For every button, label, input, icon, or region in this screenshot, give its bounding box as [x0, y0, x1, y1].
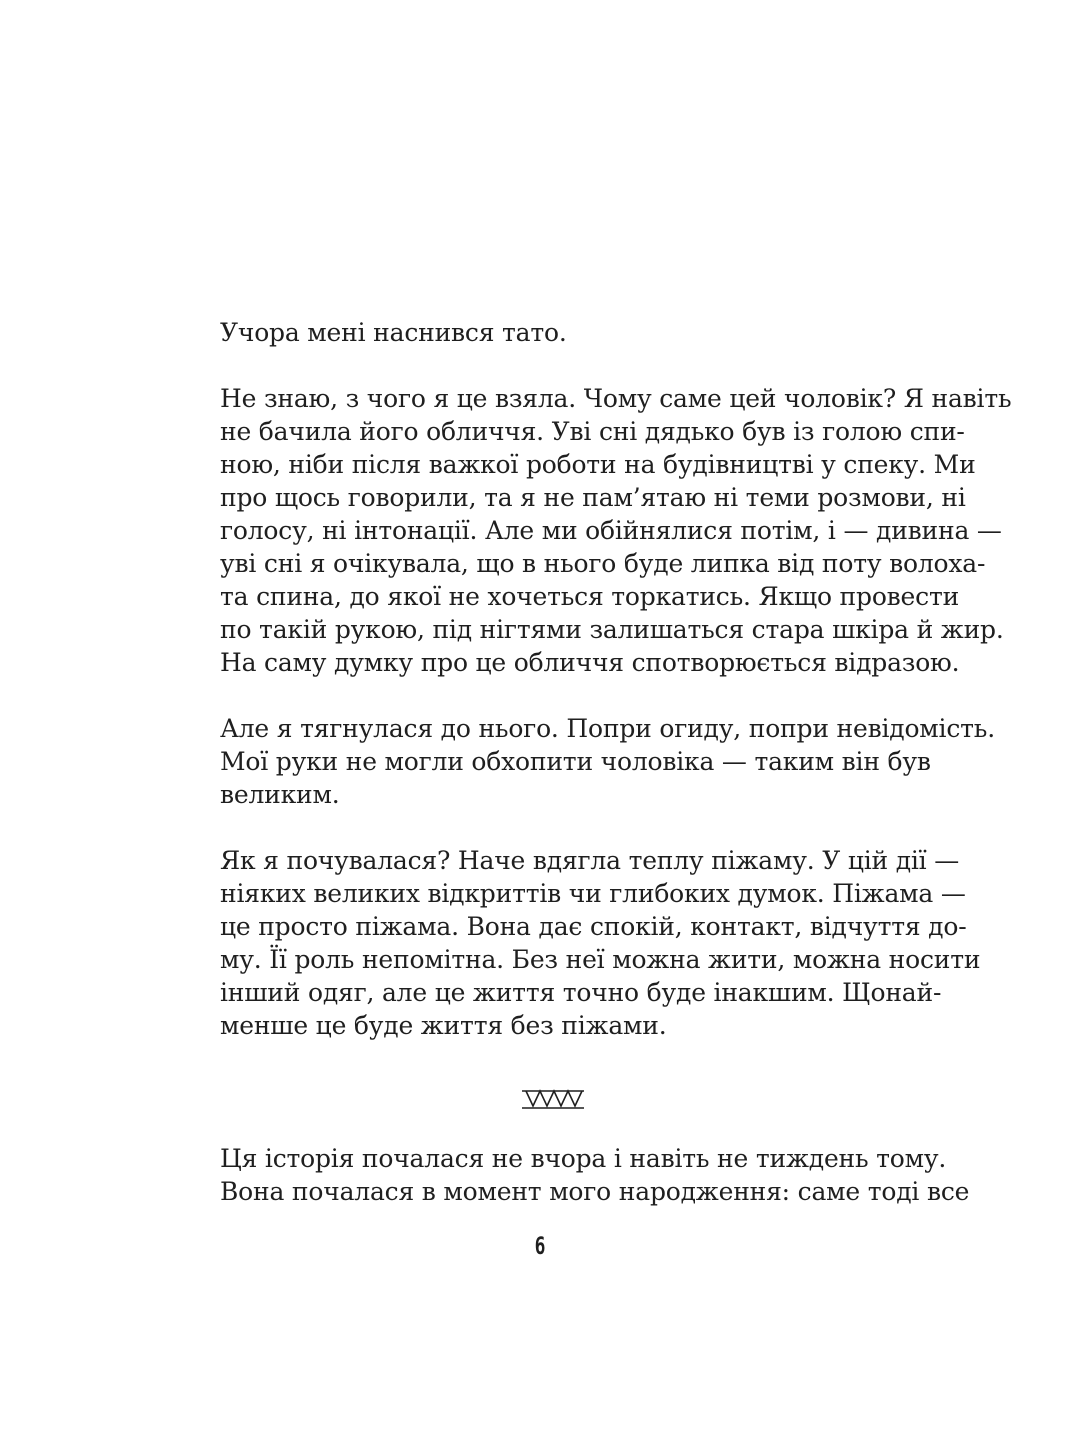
text-line: Як я почувалася? Наче вдягла теплу піжаму. У цій дії —	[220, 846, 960, 875]
text-line: це просто піжама. Вона дає спокій, контакт, відчуття до-	[220, 912, 967, 941]
text-line: та спина, до якої не хочеться торкатись. Якщо провести	[220, 582, 960, 611]
text-line: На саму думку про це обличчя спотворюється відразою.	[220, 648, 960, 677]
paragraph-2	[220, 382, 1012, 679]
text-line: Не знаю, з чого я це взяла. Чому саме цей чоловік? Я навіть	[220, 384, 1012, 413]
paragraph-3	[220, 712, 995, 811]
text-line: про щось говорили, та я не пам’ятаю ні теми розмови, ні	[220, 483, 966, 512]
text-line: не бачила його обличчя. Уві сні дядько був із голою спи-	[220, 417, 965, 446]
paragraph-4	[220, 844, 981, 1042]
paragraph-5	[220, 1142, 970, 1208]
text-line: Мої руки не могли обхопити чоловіка — таким він був	[220, 747, 931, 776]
text-line: уві сні я очікувала, що в нього буде липка від поту волоха-	[220, 549, 986, 578]
triangle-ornament-icon	[520, 1086, 586, 1112]
text-line: Ця історія почалася не вчора і навіть не тиждень тому.	[220, 1144, 947, 1173]
text-line: голосу, ні інтонації. Але ми обійнялися потім, і — дивина —	[220, 516, 1002, 545]
text-line: Вона почалася в момент мого народження: саме тоді все	[220, 1177, 970, 1206]
text-line: Але я тягнулася до нього. Попри огиду, попри невідомість.	[220, 714, 995, 743]
text-line: інший одяг, але це життя точно буде інакшим. Щонай-	[220, 978, 942, 1007]
text-line: ніяких великих відкриттів чи глибоких думок. Піжама —	[220, 879, 966, 908]
text-line: Учора мені наснився тато.	[220, 318, 567, 347]
paragraph-1	[220, 316, 890, 349]
text-line: му. Її роль непомітна. Без неї можна жити, можна носити	[220, 945, 981, 974]
text-line: ною, ніби після важкої роботи на будівництві у спеку. Ми	[220, 450, 976, 479]
text-line: по такій рукою, під нігтями залишаться стара шкіра й жир.	[220, 615, 1004, 644]
page-number: 6	[534, 1232, 546, 1260]
text-line: менше це буде життя без піжами.	[220, 1011, 667, 1040]
text-line: великим.	[220, 780, 340, 809]
